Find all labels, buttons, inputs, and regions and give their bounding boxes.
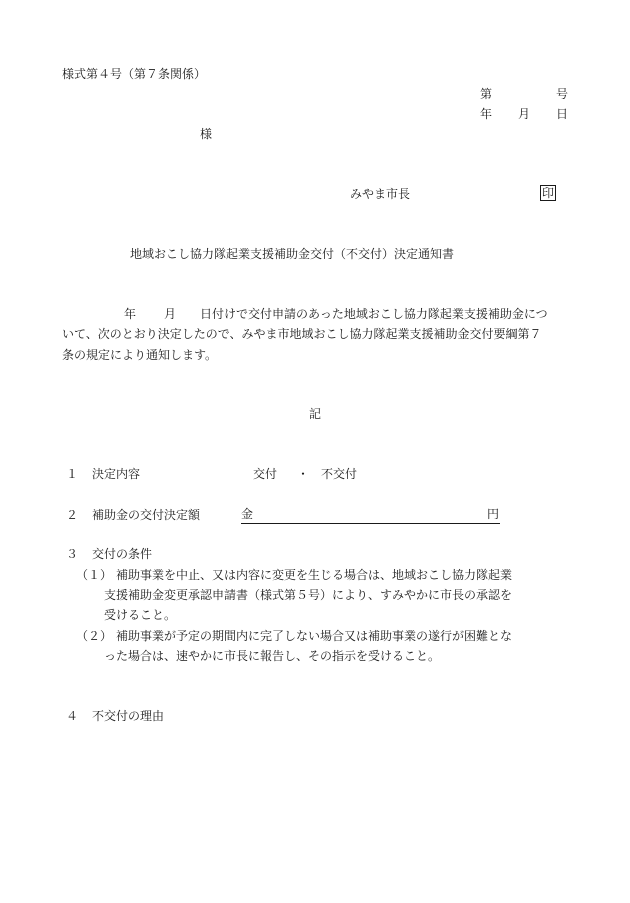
- document-title: 地域おこし協力隊起業支援補助金交付（不交付）決定通知書: [130, 247, 455, 261]
- body-line1: 日付けで交付申請のあった地域おこし協力隊起業支援補助金につ: [200, 307, 548, 321]
- option-separator: ・: [297, 467, 310, 481]
- cond1-line3: 受けること。: [104, 608, 177, 622]
- month-label: 月: [518, 107, 531, 121]
- cond1-number: （１）: [76, 568, 113, 582]
- cond2-number: （２）: [76, 629, 113, 643]
- number-label: 第: [480, 87, 493, 101]
- item3-label: 交付の条件: [92, 547, 153, 561]
- form-label: 様式第４号（第７条関係）: [62, 67, 207, 81]
- seal-text: 印: [542, 186, 555, 200]
- item4-number: ４: [66, 709, 79, 723]
- item1-label: 決定内容: [92, 467, 141, 481]
- amount-line: [241, 507, 500, 528]
- issuer-name: みやま市長: [350, 187, 411, 201]
- ki-heading: 記: [309, 407, 322, 421]
- cond1-line1: 補助事業を中止、又は内容に変更を生じる場合は、地域おこし協力隊起業: [116, 568, 513, 582]
- body-month: 月: [164, 307, 177, 321]
- item4-label: 不交付の理由: [92, 709, 165, 723]
- body-line2: いて、次のとおり決定したので、みやま市地域おこし協力隊起業支援補助金交付要綱第７: [62, 327, 542, 341]
- item1-number: １: [66, 467, 79, 481]
- option-nongrant: 不交付: [321, 467, 358, 481]
- amount-prefix: 金: [241, 507, 254, 521]
- item2-label: 補助金の交付決定額: [92, 508, 201, 522]
- day-label: 日: [556, 107, 569, 121]
- amount-suffix: 円: [487, 507, 500, 521]
- body-year: 年: [124, 307, 137, 321]
- body-line3: 条の規定により通知します。: [62, 348, 218, 362]
- item3-number: ３: [66, 547, 79, 561]
- cond2-line2: った場合は、速やかに市長に報告し、その指示を受けること。: [104, 649, 441, 663]
- seal-mark: [540, 185, 556, 201]
- year-label: 年: [480, 107, 493, 121]
- option-grant: 交付: [253, 467, 278, 481]
- cond2-line1: 補助事業が予定の期間内に完了しない場合又は補助事業の遂行が困難とな: [116, 629, 513, 643]
- addressee-suffix: 様: [200, 127, 213, 141]
- number-suffix: 号: [556, 87, 569, 101]
- cond1-line2: 支援補助金変更承認申請書（様式第５号）により、すみやかに市長の承認を: [104, 588, 513, 602]
- item2-number: ２: [66, 508, 79, 522]
